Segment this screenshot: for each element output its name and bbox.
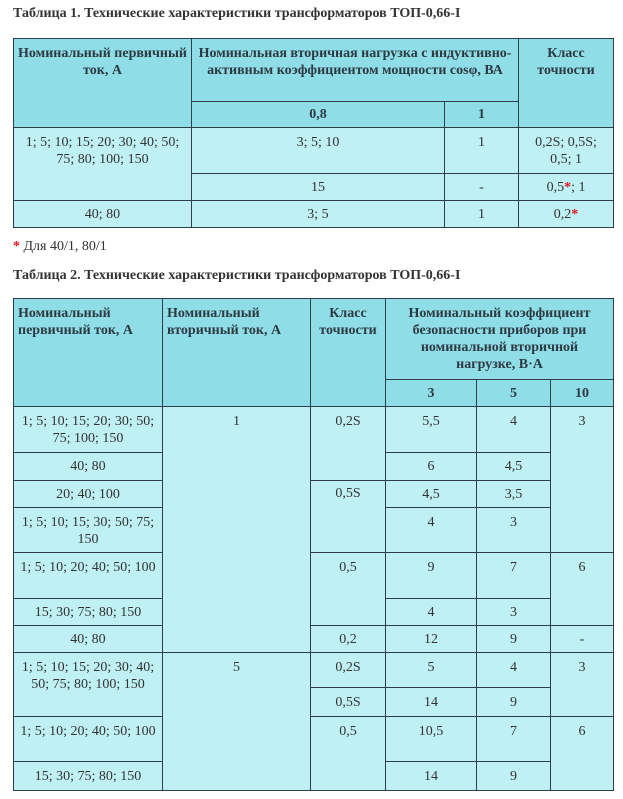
t1-cell-load08: 15 (192, 174, 445, 201)
t1-cell-primary: 1; 5; 10; 15; 20; 30; 40; 50; 75; 80; 100; 150 (14, 128, 192, 201)
t1-cell-load08: 3; 5 (192, 201, 445, 228)
t2-cell-load3: 4 (386, 508, 477, 553)
t2-cell-load5: 4,5 (477, 453, 551, 481)
accuracy-value: 0,5 (546, 179, 565, 195)
t2-cell-load3: 4,5 (386, 481, 477, 508)
t2-cell-accuracy: 0,2S (311, 407, 386, 481)
t2-cell-accuracy: 0,2S (311, 653, 386, 688)
t2-cell-load10: 3 (551, 653, 614, 717)
table1-caption: Таблица 1. Технические характеристики трансформаторов ТОП-0,66-I (13, 6, 461, 21)
t2-cell-accuracy: 0,5S (311, 481, 386, 553)
t2-cell-primary: 1; 5; 10; 20; 40; 50; 100 (14, 553, 163, 599)
t1-cell-accuracy (519, 201, 614, 228)
t2-cell-accuracy: 0,2 (311, 626, 386, 653)
t2-cell-secondary: 1 (163, 407, 311, 653)
table2 (13, 298, 614, 791)
t2-cell-load10: - (551, 626, 614, 653)
t1-header-cos-08: 0,8 (192, 102, 445, 128)
footnote-mark: * (564, 179, 572, 195)
t2-cell-load3: 14 (386, 688, 477, 717)
t2-header-load-5: 5 (477, 380, 551, 407)
t2-cell-primary: 40; 80 (14, 453, 163, 481)
t2-cell-accuracy: 0,5 (311, 717, 386, 791)
t1-cell-load1: 1 (445, 128, 519, 174)
t2-cell-load10: 3 (551, 407, 614, 553)
t2-cell-load5: 4 (477, 653, 551, 688)
footnote-mark: * (13, 239, 20, 254)
t1-cell-accuracy: 0,2S; 0,5S; 0,5; 1 (519, 128, 614, 174)
t2-cell-primary: 40; 80 (14, 626, 163, 653)
t2-cell-load5: 9 (477, 762, 551, 791)
t1-header-accuracy-class: Класс точности (519, 39, 614, 128)
t2-header-load-10: 10 (551, 380, 614, 407)
t2-cell-load5: 9 (477, 626, 551, 653)
t1-cell-primary: 40; 80 (14, 201, 192, 228)
t1-header-secondary-load: Номинальная вторичная нагрузка с индуктивно-активным коэффициентом мощности cosφ, ВА (192, 39, 519, 102)
t2-cell-load5: 9 (477, 688, 551, 717)
t2-cell-load3: 10,5 (386, 717, 477, 762)
t2-cell-load3: 5 (386, 653, 477, 688)
accuracy-value: 0,2 (553, 206, 572, 222)
t2-header-secondary-current: Номинальный вторичный ток, А (163, 299, 311, 407)
footnote-text: Для 40/1, 80/1 (20, 239, 107, 254)
t2-cell-primary: 20; 40; 100 (14, 481, 163, 508)
t1-header-primary-current: Номинальный первичный ток, А (14, 39, 192, 128)
t2-cell-load5: 3,5 (477, 481, 551, 508)
t2-header-safety-factor: Номинальный коэффициент безопасности приборов при номинальной вторичной нагрузке, В·А (386, 299, 614, 380)
t2-cell-secondary: 5 (163, 653, 311, 791)
t2-cell-load3: 9 (386, 553, 477, 599)
t2-cell-accuracy: 0,5 (311, 553, 386, 626)
t2-cell-load5: 7 (477, 553, 551, 599)
t2-cell-load5: 4 (477, 407, 551, 453)
footnote-mark: * (571, 206, 579, 222)
t2-cell-load3: 6 (386, 453, 477, 481)
t2-cell-primary: 1; 5; 10; 15; 20; 30; 50; 75; 100; 150 (14, 407, 163, 453)
t2-cell-load10: 6 (551, 553, 614, 626)
t2-cell-primary: 15; 30; 75; 80; 150 (14, 762, 163, 791)
t2-cell-primary: 1; 5; 10; 15; 30; 50; 75; 150 (14, 508, 163, 553)
t2-header-load-3: 3 (386, 380, 477, 407)
t2-cell-load5: 3 (477, 508, 551, 553)
t2-header-accuracy-class: Класс точности (311, 299, 386, 407)
t2-cell-load3: 12 (386, 626, 477, 653)
footnote (13, 239, 107, 255)
table2-caption: Таблица 2. Технические характеристики трансформаторов ТОП-0,66-I (13, 268, 461, 283)
t1-cell-accuracy (519, 174, 614, 201)
t2-cell-load5: 7 (477, 717, 551, 762)
t2-cell-primary: 1; 5; 10; 20; 40; 50; 100 (14, 717, 163, 762)
t2-cell-load10: 6 (551, 717, 614, 791)
t2-cell-load3: 5,5 (386, 407, 477, 453)
t2-cell-primary: 1; 5; 10; 15; 20; 30; 40; 50; 75; 80; 100; 150 (14, 653, 163, 717)
accuracy-value: ; 1 (571, 179, 586, 195)
table1 (13, 38, 614, 228)
t2-cell-accuracy: 0,5S (311, 688, 386, 717)
t1-cell-load1: 1 (445, 201, 519, 228)
t2-cell-load3: 4 (386, 599, 477, 626)
t2-cell-primary: 15; 30; 75; 80; 150 (14, 599, 163, 626)
t2-cell-load5: 3 (477, 599, 551, 626)
t2-cell-load3: 14 (386, 762, 477, 791)
t1-cell-load1: - (445, 174, 519, 201)
t1-header-cos-1: 1 (445, 102, 519, 128)
t1-cell-load08: 3; 5; 10 (192, 128, 445, 174)
t2-header-primary-current: Номинальный первичный ток, А (14, 299, 163, 407)
